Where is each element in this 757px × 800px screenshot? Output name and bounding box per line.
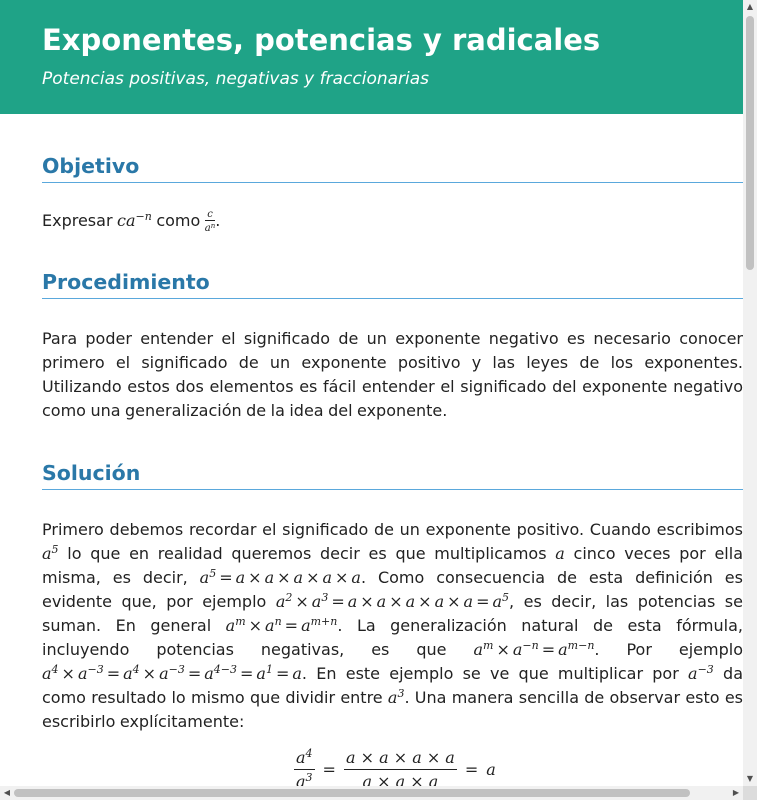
scroll-up-arrow-icon[interactable]: ▲: [746, 2, 754, 11]
text-segment: . La generalización natural de esta fórmula, incluyendo potencias negativas, es que: [42, 616, 743, 659]
text-segment: lo que en realidad queremos decir es que multiplicamos: [58, 544, 556, 563]
objetivo-text: [42, 209, 743, 234]
main-content: [0, 154, 743, 734]
text-segment: . Una manera sencilla de observar esto es escribirlo explícitamente:: [42, 688, 743, 731]
horizontal-scrollbar[interactable]: [0, 786, 743, 800]
math-fraction: $\frac{c}{a^n}$: [204, 209, 216, 234]
text-segment: .: [215, 211, 221, 230]
text-segment: da como resultado lo mismo que dividir entre: [42, 664, 743, 707]
math-inline: $a^3$: [387, 687, 405, 707]
scrollbar-corner: [743, 786, 757, 800]
solucion-text: [42, 518, 743, 734]
math-inline: $a^5$: [42, 543, 59, 563]
math-inline: $a^2 \times a^3 = a \times a \times a \times a \times a = a^5$: [275, 591, 510, 611]
math-inline: $a^5 = a \times a \times a \times a \times a$: [199, 567, 361, 587]
text-segment: Primero debemos recordar el significado de un exponente positivo. Cuando escribimos: [42, 520, 743, 539]
scroll-right-arrow-icon[interactable]: ▶: [732, 788, 740, 797]
text-segment: cinco veces por ella misma, es decir,: [42, 544, 743, 587]
heading-solucion: Solución: [42, 461, 743, 490]
heading-procedimiento: Procedimiento: [42, 270, 743, 299]
math-inline: $a^4 \times a^{-3} = a^4 \times a^{-3} = a^{4-3} = a^1 = a$: [42, 663, 302, 683]
scroll-left-arrow-icon[interactable]: ◀: [3, 788, 11, 797]
math-fraction: $\frac{a^4}{a^3}$: [296, 747, 313, 786]
math-inline: $a^m \times a^{-n} = a^{m-n}$: [473, 639, 595, 659]
page-subtitle: Potencias positivas, negativas y fraccionarias: [42, 69, 430, 89]
display-equation: $\frac{a^4}{a^3}$ = $\frac{a \times a \times a \times a}{a \times a \times a}$ = a: [294, 748, 496, 786]
text-segment: . En este ejemplo se ve que multiplicar por: [301, 664, 689, 683]
page-title: Exponentes, potencias y radicales: [42, 23, 601, 57]
math-inline: a: [555, 544, 565, 563]
page-header: [0, 0, 743, 114]
text-segment: . Por ejemplo: [594, 640, 743, 659]
vertical-scrollbar[interactable]: [743, 0, 757, 786]
math-inline: $ca^{-n}$: [117, 210, 152, 230]
math-inline: $a^{-3}$: [688, 663, 714, 683]
math-inline: $a^m \times a^n = a^{m+n}$: [225, 615, 338, 635]
procedimiento-text: Para poder entender el significado de un exponente negativo es necesario conocer primero el significado de un exponente positivo y las leyes de los exponentes. Utilizando estos dos elementos es fácil entender el significado del exponente negativo como una generalización de la idea del exponente.: [42, 329, 743, 420]
vertical-scroll-thumb[interactable]: [746, 16, 754, 270]
horizontal-scroll-thumb[interactable]: [14, 789, 690, 797]
math-fraction: $\frac{a \times a \times a \times a}{a \times a \times a}$: [345, 748, 455, 786]
text-segment: como: [151, 211, 205, 230]
text-segment: , es decir, las potencias se suman. En general: [42, 592, 743, 635]
text-segment: . Como consecuencia de esta definición es evidente que, por ejemplo: [42, 568, 743, 611]
text-segment: Expresar: [42, 211, 118, 230]
scroll-down-arrow-icon[interactable]: ▼: [746, 774, 754, 783]
heading-objetivo: Objetivo: [42, 154, 743, 183]
